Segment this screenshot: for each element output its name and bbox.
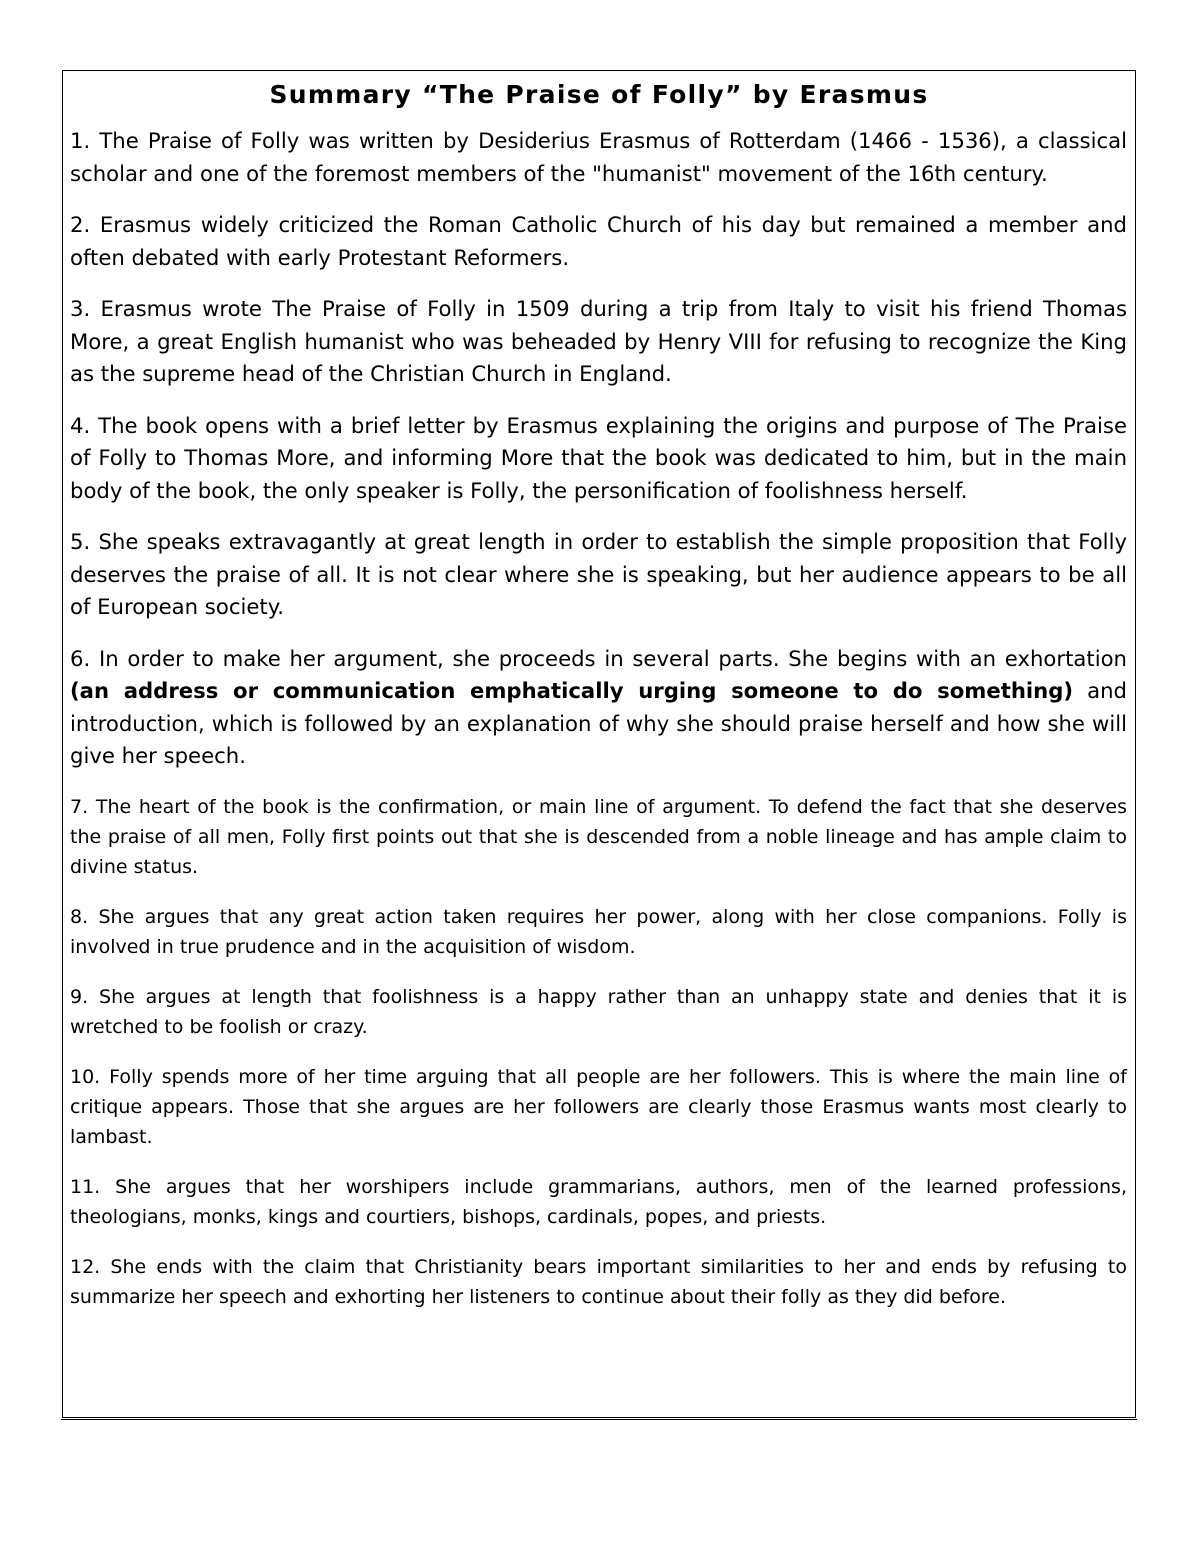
paragraph-8: 8. She argues that any great action taken requires her power, along with her close companions. Folly is involved in true prudence and in the acquisition of wisdom. (70, 905, 1127, 958)
paragraph-10: 10. Folly spends more of her time arguing that all people are her followers. This is where the main line of critique appears. Those that she argues are her followers are clearly those Erasmus wants most clearly to lambast. (70, 1065, 1127, 1148)
paragraph-5: 5. She speaks extravagantly at great length in order to establish the simple proposition that Folly deserves the praise of all. It is not clear where she is speaking, but her audience appears to be all of European society. (70, 529, 1127, 619)
summary-content (70, 125, 1127, 1332)
paragraph-11: 11. She argues that her worshipers include grammarians, authors, men of the learned professions, theologians, monks, kings and courtiers, bishops, cardinals, popes, and priests. (70, 1175, 1127, 1228)
summary-box (62, 70, 1136, 1418)
paragraph-7: 7. The heart of the book is the confirmation, or main line of argument. To defend the fact that she deserves the praise of all men, Folly first points out that she is descended from a noble lineage and has ample claim to divine status. (70, 795, 1127, 878)
paragraph-6-rest: and introduction, which is followed by an explanation of why she should praise herself and how she will give her speech. (70, 678, 1127, 768)
page-title: Summary “The Praise of Folly” by Erasmus (269, 80, 929, 109)
paragraph-3: 3. Erasmus wrote The Praise of Folly in 1509 during a trip from Italy to visit his friend Thomas More, a great English humanist who was beheaded by Henry VIII for refusing to recognize the King as the supreme head of the Christian Church in England. (70, 296, 1127, 386)
paragraph-6-definition: (an address or communication emphatically urging someone to do something) (70, 678, 1074, 703)
paragraph-4: 4. The book opens with a brief letter by Erasmus explaining the origins and purpose of The Praise of Folly to Thomas More, and informing More that the book was dedicated to him, but in the main body of the book, the only speaker is Folly, the personification of foolishness herself. (70, 412, 1127, 503)
paragraph-6-intro: 6. In order to make her argument, she proceeds in several parts. She begins with an exhortation (70, 645, 1127, 671)
paragraph-9: 9. She argues at length that foolishness is a happy rather than an unhappy state and denies that it is wretched to be foolish or crazy. (70, 985, 1127, 1038)
paragraph-6 (70, 643, 1127, 773)
paragraph-1: 1. The Praise of Folly was written by Desiderius Erasmus of Rotterdam (1466 - 1536), a classical scholar and one of the foremost members of the "humanist" movement of the 16th century. (70, 128, 1127, 186)
paragraph-12: 12. She ends with the claim that Christianity bears important similarities to her and ends by refusing to summarize her speech and exhorting her listeners to continue about their folly as they did before. (70, 1255, 1127, 1308)
paragraph-2: 2. Erasmus widely criticized the Roman Catholic Church of his day but remained a member and often debated with early Protestant Reformers. (70, 212, 1127, 270)
